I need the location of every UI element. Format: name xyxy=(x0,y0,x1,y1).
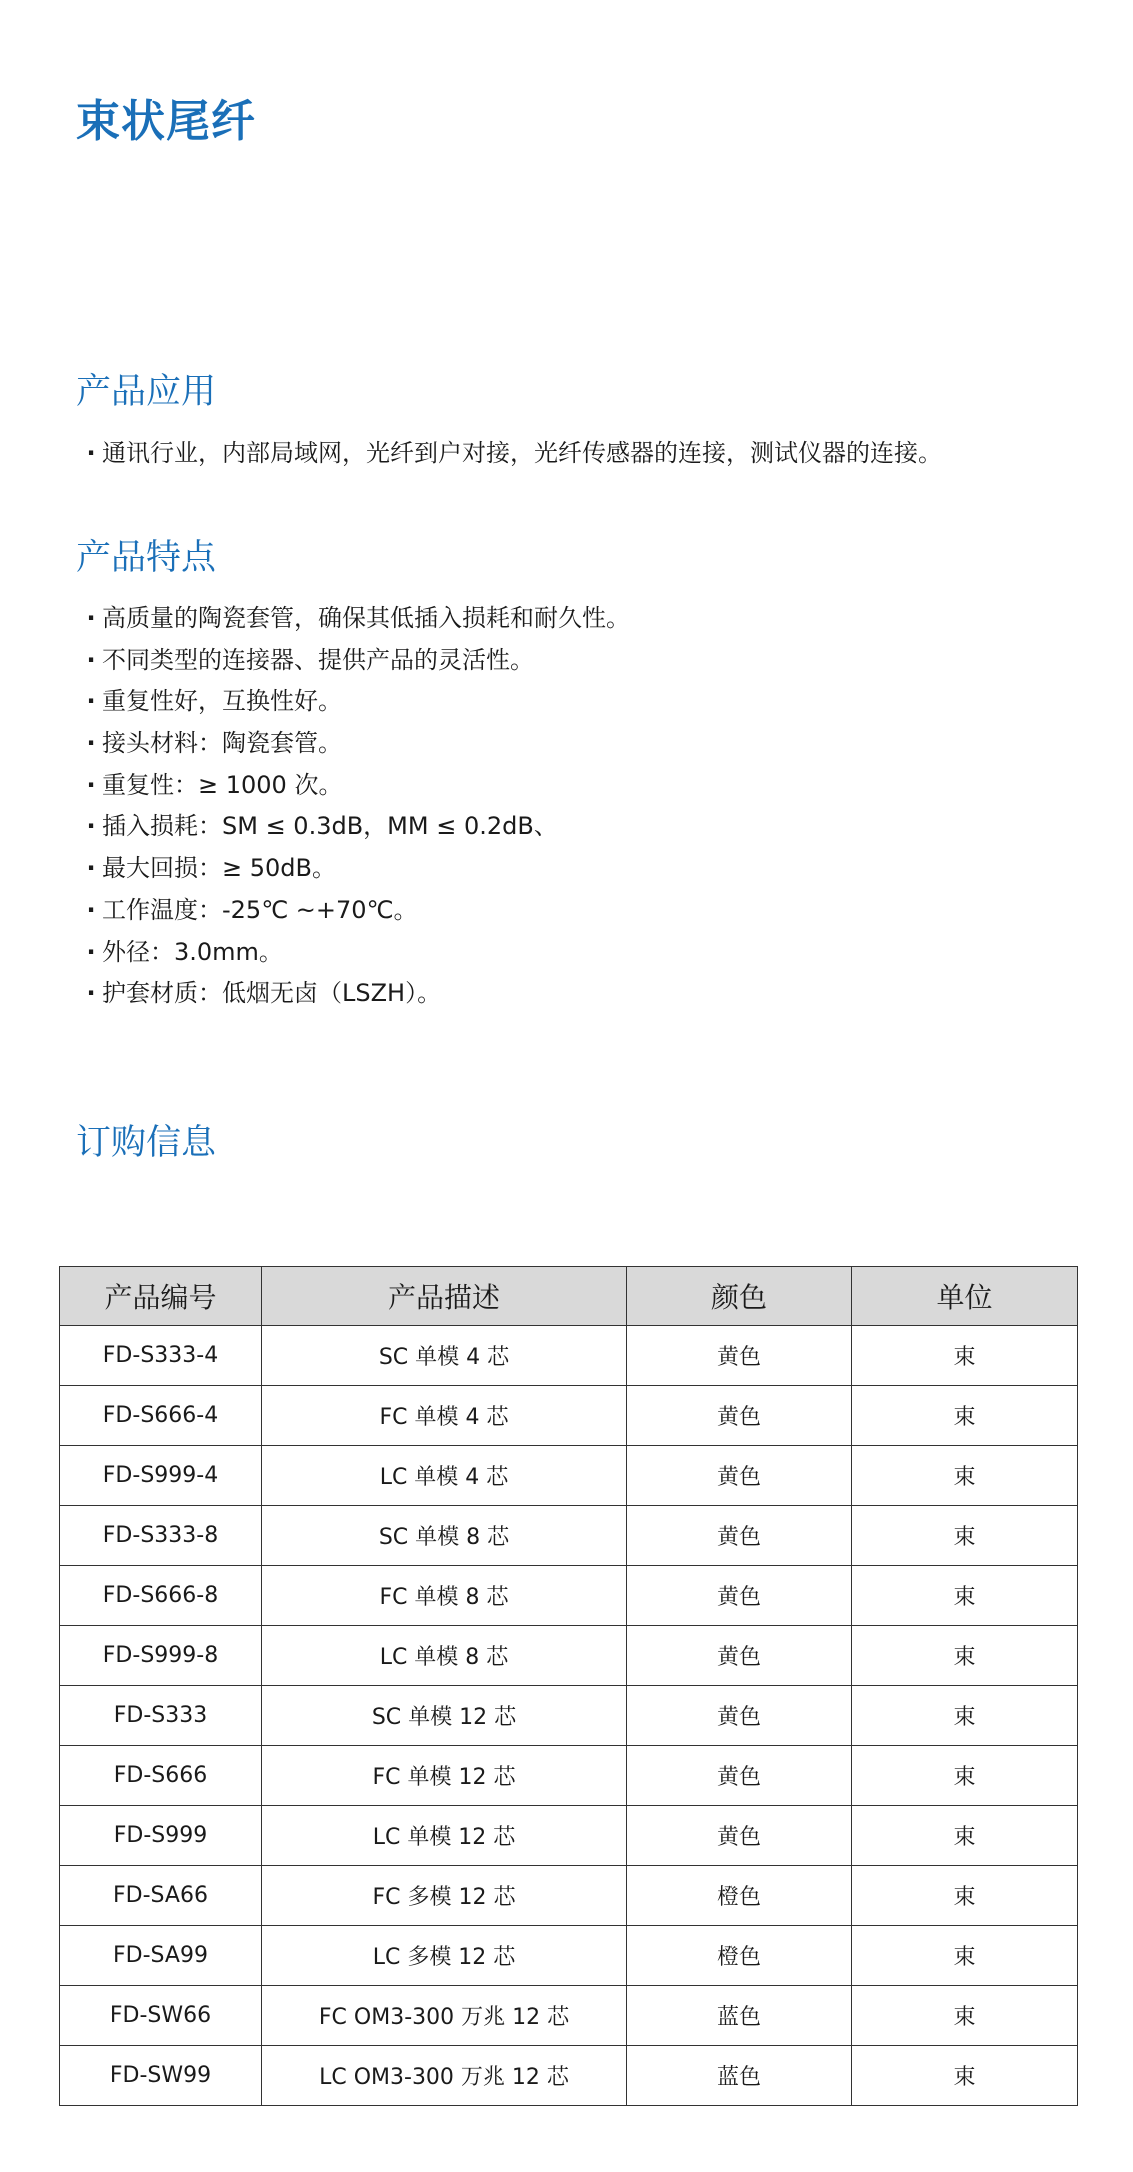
color-cell: 蓝色 xyxy=(627,2046,852,2106)
ordering-table xyxy=(59,1266,1078,2106)
column-header: 产品描述 xyxy=(262,1267,627,1326)
unit-cell: 束 xyxy=(852,1326,1078,1386)
feature-item: · 重复性好，互换性好。 xyxy=(80,681,630,723)
table-header-row xyxy=(60,1267,1078,1326)
application-heading: 产品应用 xyxy=(76,372,217,412)
product-description-cell: SC 单模 12 芯 xyxy=(262,1686,627,1746)
product-code-cell: FD-S999 xyxy=(60,1806,262,1866)
page-title: 束状尾纤 xyxy=(76,96,256,147)
table-row xyxy=(60,1626,1078,1686)
product-description-cell: LC 单模 8 芯 xyxy=(262,1626,627,1686)
color-cell: 黄色 xyxy=(627,1626,852,1686)
unit-cell: 束 xyxy=(852,1746,1078,1806)
table-row xyxy=(60,1866,1078,1926)
features-list xyxy=(80,598,630,1015)
unit-cell: 束 xyxy=(852,1506,1078,1566)
product-description-cell: FC 单模 12 芯 xyxy=(262,1746,627,1806)
product-code-cell: FD-S999-4 xyxy=(60,1446,262,1506)
product-description-cell: LC 单模 12 芯 xyxy=(262,1806,627,1866)
color-cell: 蓝色 xyxy=(627,1986,852,2046)
product-code-cell: FD-SW66 xyxy=(60,1986,262,2046)
product-code-cell: FD-S999-8 xyxy=(60,1626,262,1686)
product-description-cell: FC 多模 12 芯 xyxy=(262,1866,627,1926)
color-cell: 橙色 xyxy=(627,1866,852,1926)
color-cell: 黄色 xyxy=(627,1566,852,1626)
table-row xyxy=(60,1806,1078,1866)
product-description-cell: LC 单模 4 芯 xyxy=(262,1446,627,1506)
color-cell: 黄色 xyxy=(627,1686,852,1746)
table-row xyxy=(60,2046,1078,2106)
features-heading: 产品特点 xyxy=(76,538,217,578)
feature-item: · 高质量的陶瓷套管，确保其低插入损耗和耐久性。 xyxy=(80,598,630,640)
product-description-cell: SC 单模 8 芯 xyxy=(262,1506,627,1566)
product-description-cell: SC 单模 4 芯 xyxy=(262,1326,627,1386)
table-row xyxy=(60,1686,1078,1746)
product-code-cell: FD-S666-4 xyxy=(60,1386,262,1446)
table-row xyxy=(60,1746,1078,1806)
product-description-cell: FC 单模 8 芯 xyxy=(262,1566,627,1626)
column-header: 颜色 xyxy=(627,1267,852,1326)
color-cell: 黄色 xyxy=(627,1386,852,1446)
color-cell: 黄色 xyxy=(627,1506,852,1566)
product-description-cell: LC OM3-300 万兆 12 芯 xyxy=(262,2046,627,2106)
unit-cell: 束 xyxy=(852,1866,1078,1926)
table-row xyxy=(60,1386,1078,1446)
unit-cell: 束 xyxy=(852,1386,1078,1446)
unit-cell: 束 xyxy=(852,1806,1078,1866)
product-description-cell: FC 单模 4 芯 xyxy=(262,1386,627,1446)
product-code-cell: FD-S333-8 xyxy=(60,1506,262,1566)
feature-item: · 插入损耗：SM ≤ 0.3dB，MM ≤ 0.2dB、 xyxy=(80,806,630,848)
unit-cell: 束 xyxy=(852,1686,1078,1746)
table-row xyxy=(60,1566,1078,1626)
feature-item: · 重复性：≥ 1000 次。 xyxy=(80,765,630,807)
product-description-cell: FC OM3-300 万兆 12 芯 xyxy=(262,1986,627,2046)
product-code-cell: FD-S333-4 xyxy=(60,1326,262,1386)
application-item: · 通讯行业，内部局域网，光纤到户对接，光纤传感器的连接，测试仪器的连接。 xyxy=(80,433,942,475)
unit-cell: 束 xyxy=(852,1566,1078,1626)
table-row xyxy=(60,1926,1078,1986)
column-header: 产品编号 xyxy=(60,1267,262,1326)
color-cell: 黄色 xyxy=(627,1326,852,1386)
unit-cell: 束 xyxy=(852,1926,1078,1986)
unit-cell: 束 xyxy=(852,1626,1078,1686)
product-code-cell: FD-SA66 xyxy=(60,1866,262,1926)
unit-cell: 束 xyxy=(852,1446,1078,1506)
ordering-heading: 订购信息 xyxy=(76,1123,217,1163)
column-header: 单位 xyxy=(852,1267,1078,1326)
feature-item: · 工作温度：-25℃ ~+70℃。 xyxy=(80,890,630,932)
product-code-cell: FD-S333 xyxy=(60,1686,262,1746)
unit-cell: 束 xyxy=(852,1986,1078,2046)
product-code-cell: FD-SW99 xyxy=(60,2046,262,2106)
feature-item: · 最大回损：≥ 50dB。 xyxy=(80,848,630,890)
color-cell: 橙色 xyxy=(627,1926,852,1986)
application-list xyxy=(80,433,942,475)
table-row xyxy=(60,1986,1078,2046)
feature-item: · 外径：3.0mm。 xyxy=(80,932,630,974)
feature-item: · 接头材料：陶瓷套管。 xyxy=(80,723,630,765)
feature-item: · 护套材质：低烟无卤（LSZH）。 xyxy=(80,973,630,1015)
table-row xyxy=(60,1326,1078,1386)
color-cell: 黄色 xyxy=(627,1746,852,1806)
product-code-cell: FD-S666 xyxy=(60,1746,262,1806)
product-code-cell: FD-SA99 xyxy=(60,1926,262,1986)
table-row xyxy=(60,1446,1078,1506)
color-cell: 黄色 xyxy=(627,1446,852,1506)
color-cell: 黄色 xyxy=(627,1806,852,1866)
product-description-cell: LC 多模 12 芯 xyxy=(262,1926,627,1986)
unit-cell: 束 xyxy=(852,2046,1078,2106)
product-code-cell: FD-S666-8 xyxy=(60,1566,262,1626)
table-row xyxy=(60,1506,1078,1566)
feature-item: · 不同类型的连接器、提供产品的灵活性。 xyxy=(80,640,630,682)
